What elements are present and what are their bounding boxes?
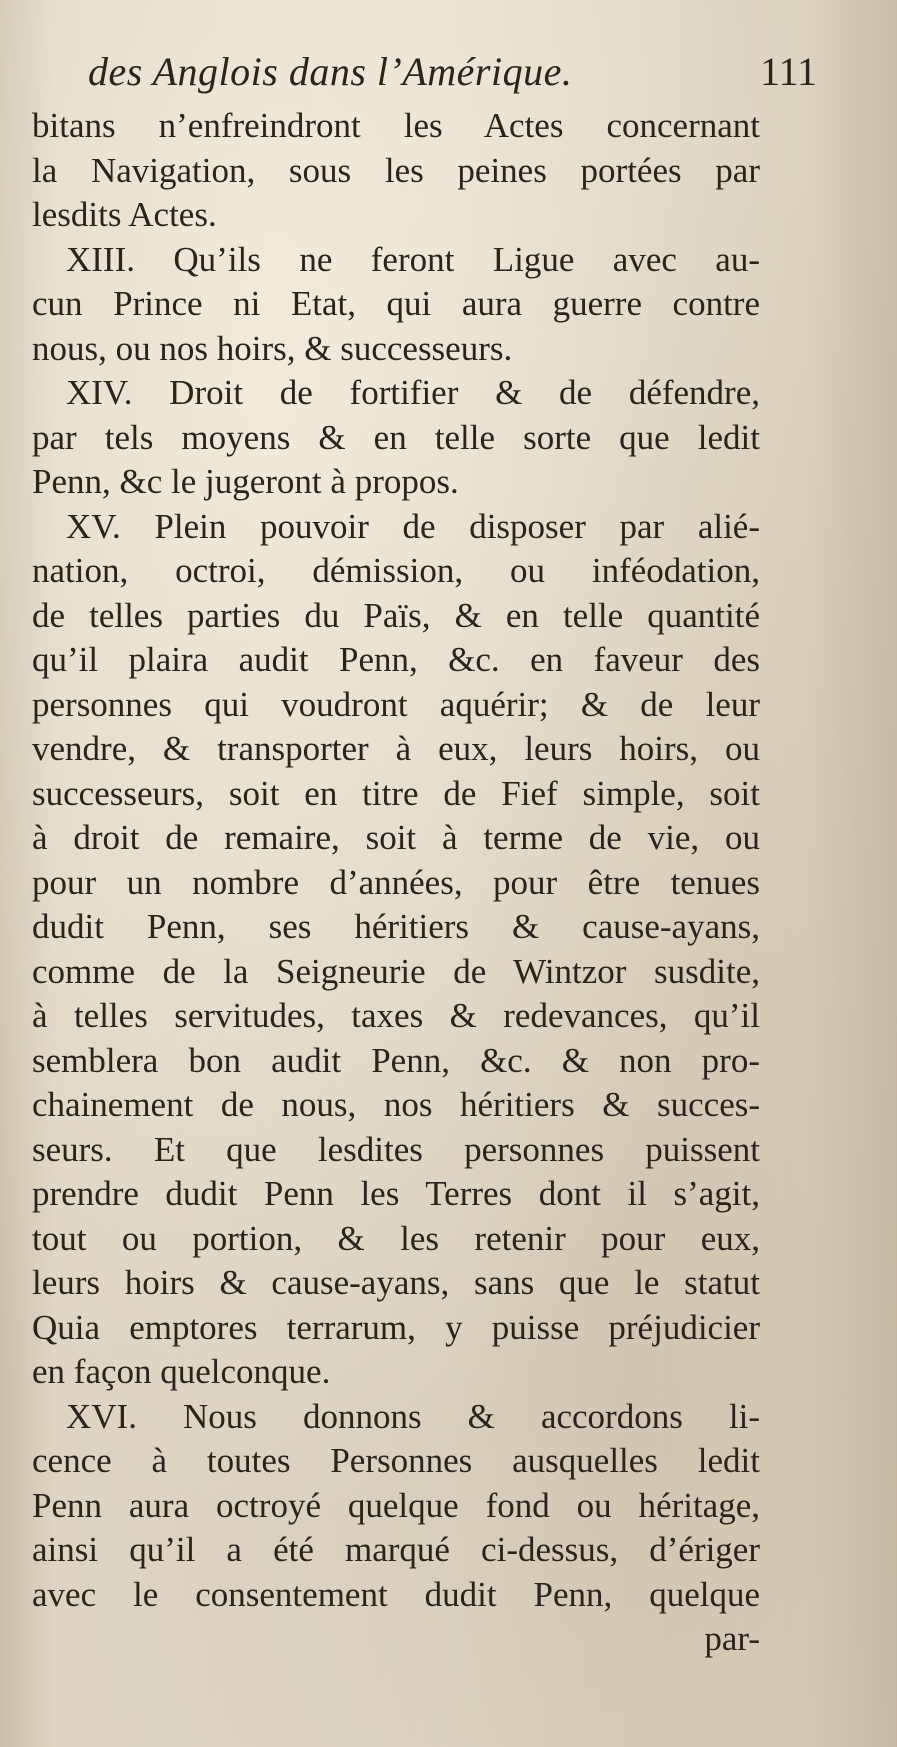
article-heading-line: XIII. Qu’ils ne feront Ligue avec au- [66,239,760,279]
text-line: de telles parties du Païs, & en telle quantité [32,595,760,635]
text-line: cun Prince ni Etat, qui aura guerre contre [32,284,760,323]
article-heading-line: XVI. Nous donnons & accordons li- [66,1396,760,1436]
text-line: en façon quelconque. [32,1352,331,1391]
text-line: à droit de remaire, soit à terme de vie, ou [32,818,760,857]
catchword: par- [704,1619,760,1658]
text-line: à telles servitudes, taxes & redevances, qu’il [32,996,760,1035]
body-text [32,104,760,1662]
text-line: tout ou portion, & les retenir pour eux, [32,1218,760,1258]
text-line: avec le consentement dudit Penn, quelque [32,1574,760,1614]
text-line: qu’il plaira audit Penn, &c. en faveur des [32,640,760,679]
text-line: nation, octroi, démission, ou inféodation, [32,551,760,590]
article-heading-line: XV. Plein pouvoir de disposer par alié- [66,506,760,546]
text-line: chainement de nous, nos héritiers & succes- [32,1085,760,1124]
text-line: la Navigation, sous les peines portées par [32,150,760,190]
text-line: Penn aura octroyé quelque fond ou héritage, [32,1485,760,1525]
text-line: bitans n’enfreindront les Actes concernant [32,106,760,145]
text-line: cence à toutes Personnes ausquelles ledit [32,1441,760,1480]
text-line: successeurs, soit en titre de Fief simple, soit [32,773,760,813]
text-line: vendre, & transporter à eux, leurs hoirs, ou [32,729,760,768]
text-line: nous, ou nos hoirs, & successeurs. [32,328,513,368]
text-line: dudit Penn, ses héritiers & cause-ayans, [32,907,760,946]
text-line: seurs. Et que lesdites personnes puissent [32,1129,760,1169]
text-line: Quia emptores terrarum, y puisse préjudicier [32,1307,760,1347]
text-line: personnes qui voudront aquérir; & de leur [32,684,760,724]
text-line: comme de la Seigneurie de Wintzor susdite, [32,951,760,991]
text-line: prendre dudit Penn les Terres dont il s’agit, [32,1174,760,1213]
text-line: ainsi qu’il a été marqué ci-dessus, d’ériger [32,1530,760,1569]
text-line: Penn, &c le jugeront à propos. [32,462,459,501]
text-line: pour un nombre d’années, pour être tenues [32,862,760,902]
text-line: semblera bon audit Penn, &c. & non pro- [32,1040,760,1080]
article-heading-line: XIV. Droit de fortifier & de défendre, [66,373,760,412]
text-line: leurs hoirs & cause-ayans, sans que le statut [32,1263,760,1302]
text-line: par tels moyens & en telle sorte que ledit [32,417,760,457]
text-line: lesdits Actes. [32,195,217,234]
running-title: des Anglois dans l’Amérique. [88,49,573,94]
running-head [88,40,817,100]
page-number: 111 [759,49,817,94]
